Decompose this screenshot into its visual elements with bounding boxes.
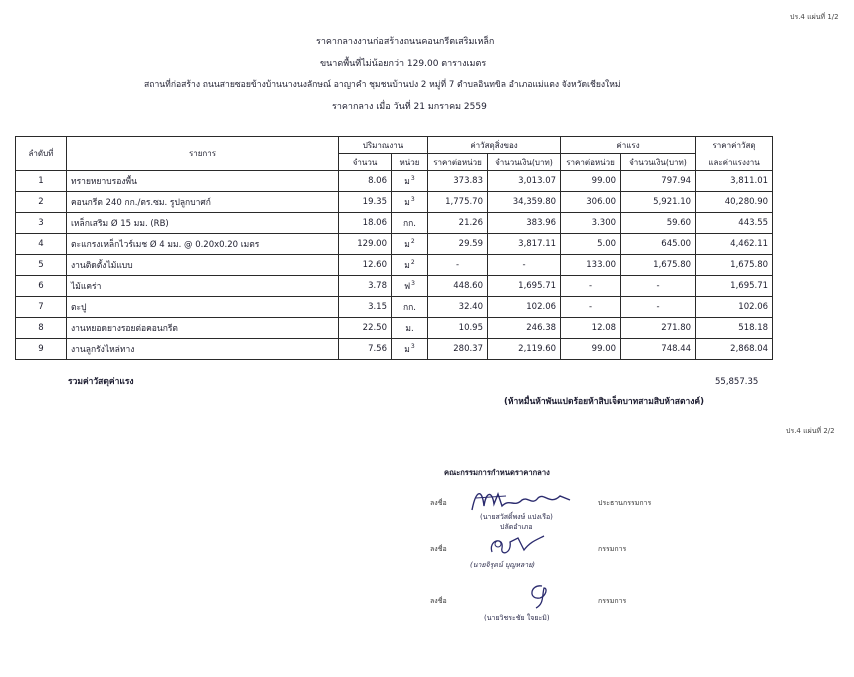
table-row	[16, 297, 773, 318]
table-row	[16, 276, 773, 297]
signer-3-sign-label: ลงชื่อ	[430, 597, 447, 605]
header-qty: จำนวน	[339, 154, 392, 171]
row-item: ไม้แคร่า	[67, 276, 339, 297]
row-total: 518.18	[696, 318, 773, 339]
header-material-group: ค่าวัสดุสิ่งของ	[428, 137, 561, 154]
row-mat-unit-price: 21.26	[428, 213, 488, 234]
row-mat-unit-price: 1,775.70	[428, 192, 488, 213]
row-unit	[392, 171, 428, 192]
table-row	[16, 171, 773, 192]
row-mat-unit-price: 32.40	[428, 297, 488, 318]
row-total: 102.06	[696, 297, 773, 318]
row-lab-unit-price: -	[561, 297, 621, 318]
signer-2-printed-name: (นายจิรุตน์ บุญหลาย)	[470, 561, 536, 569]
row-lab-amount: 645.00	[621, 234, 696, 255]
row-mat-amount: 2,119.60	[488, 339, 561, 360]
row-lab-amount: -	[621, 276, 696, 297]
row-unit-text: ม	[404, 198, 410, 208]
row-mat-amount: 246.38	[488, 318, 561, 339]
row-no: 1	[16, 171, 67, 192]
header-lab-amount: จำนวนเงิน(บาท)	[621, 154, 696, 171]
header-item: รายการ	[67, 137, 339, 171]
row-unit	[392, 192, 428, 213]
row-unit	[392, 255, 428, 276]
row-unit-exponent: 3	[411, 280, 415, 288]
header-unit: หน่วย	[392, 154, 428, 171]
page-number-2: ปร.4 แผ่นที่ 2/2	[786, 427, 835, 435]
row-lab-amount: 5,921.10	[621, 192, 696, 213]
row-mat-amount: 102.06	[488, 297, 561, 318]
row-total: 40,280.90	[696, 192, 773, 213]
grand-total-words: (ห้าหมื่นห้าพันแปดร้อยห้าสิบเจ็ดบาทสามสิบห้าสตางค์)	[504, 397, 704, 407]
row-unit-text: ม.	[405, 324, 414, 334]
row-qty: 8.06	[339, 171, 392, 192]
row-qty: 3.15	[339, 297, 392, 318]
row-unit-text: ม	[404, 240, 410, 250]
header-total-line1: ราคาค่าวัสดุ	[712, 140, 756, 150]
row-item: งานติดตั้งไม้แบบ	[67, 255, 339, 276]
row-mat-unit-price: 29.59	[428, 234, 488, 255]
area-line: ขนาดพื้นที่ไม่น้อยกว่า 129.00 ตารางเมตร	[320, 59, 487, 69]
row-unit-exponent: 3	[410, 343, 415, 351]
row-qty: 7.56	[339, 339, 392, 360]
row-item: งานหยอดยางรอยต่อคอนกรีต	[67, 318, 339, 339]
signer-3-role: กรรมการ	[598, 597, 627, 605]
row-lab-amount: 748.44	[621, 339, 696, 360]
header-quantity-group: ปริมาณงาน	[339, 137, 428, 154]
signer-1-position: ปลัดอำเภอ	[500, 523, 533, 531]
location-line: สถานที่ก่อสร้าง ถนนสายซอยข้างบ้านนางนงลักษณ์ อาญาคำ ชุมชนบ้านปง 2 หมู่ที่ 7 ตำบลอินทขิล อำเภอแม่แตง จังหวัดเชียงใหม่	[144, 80, 621, 90]
row-total: 1,695.71	[696, 276, 773, 297]
header-mat-amount: จำนวนเงิน(บาท)	[488, 154, 561, 171]
signer-1-printed-name: (นายสวัสดิ์พงษ์ แปงเรือ)	[480, 513, 553, 521]
row-qty: 12.60	[339, 255, 392, 276]
page-number: ปร.4 แผ่นที่ 1/2	[790, 13, 839, 21]
row-unit	[392, 234, 428, 255]
row-lab-unit-price: 306.00	[561, 192, 621, 213]
row-qty: 22.50	[339, 318, 392, 339]
row-lab-unit-price: 99.00	[561, 339, 621, 360]
row-unit-text: กก.	[403, 219, 416, 229]
row-lab-amount: 271.80	[621, 318, 696, 339]
header-total	[696, 137, 773, 171]
row-item: ทรายหยาบรองพื้น	[67, 171, 339, 192]
row-mat-unit-price: 280.37	[428, 339, 488, 360]
row-qty: 129.00	[339, 234, 392, 255]
signer-3-printed-name: (นายวิชระชัย ใจยะมิ)	[484, 614, 550, 622]
row-lab-unit-price: 133.00	[561, 255, 621, 276]
row-unit-text: ม	[404, 345, 410, 355]
row-unit	[392, 276, 428, 297]
row-total: 1,675.80	[696, 255, 773, 276]
row-total: 4,462.11	[696, 234, 773, 255]
header-no: ลำดับที่	[16, 137, 67, 171]
row-lab-unit-price: 99.00	[561, 171, 621, 192]
row-unit-text: ม	[404, 261, 410, 271]
bill-of-quantities-table	[15, 136, 773, 360]
signature-2-icon	[484, 532, 554, 562]
row-unit	[392, 213, 428, 234]
row-lab-amount: 1,675.80	[621, 255, 696, 276]
row-unit-exponent: 3	[410, 196, 415, 204]
row-no: 8	[16, 318, 67, 339]
header-mat-unit-price: ราคาต่อหน่วย	[428, 154, 488, 171]
row-unit-text: ฟ	[404, 282, 411, 292]
row-no: 6	[16, 276, 67, 297]
header-total-line2: และค่าแรงงาน	[708, 157, 760, 167]
row-mat-amount: 383.96	[488, 213, 561, 234]
row-qty: 3.78	[339, 276, 392, 297]
row-unit-exponent: 2	[410, 259, 415, 267]
document-title: ราคากลางงานก่อสร้างถนนคอนกรีตเสริมเหล็ก	[316, 37, 495, 47]
row-mat-amount: 34,359.80	[488, 192, 561, 213]
row-mat-unit-price: 10.95	[428, 318, 488, 339]
table-row	[16, 318, 773, 339]
row-unit	[392, 318, 428, 339]
header-lab-unit-price: ราคาต่อหน่วย	[561, 154, 621, 171]
header-labor-group: ค่าแรง	[561, 137, 696, 154]
row-item: เหล็กเสริม Ø 15 มม. (RB)	[67, 213, 339, 234]
price-date-line: ราคากลาง เมื่อ วันที่ 21 มกราคม 2559	[332, 102, 487, 112]
signer-2-role: กรรมการ	[598, 545, 627, 553]
row-unit-text: ม	[404, 177, 410, 187]
row-mat-amount: 3,013.07	[488, 171, 561, 192]
row-mat-amount: 3,817.11	[488, 234, 561, 255]
row-no: 3	[16, 213, 67, 234]
row-no: 9	[16, 339, 67, 360]
signer-2-sign-label: ลงชื่อ	[430, 545, 447, 553]
row-lab-amount: 59.60	[621, 213, 696, 234]
row-total: 2,868.04	[696, 339, 773, 360]
row-unit	[392, 297, 428, 318]
row-unit	[392, 339, 428, 360]
row-lab-amount: -	[621, 297, 696, 318]
row-item: คอนกรีต 240 กก./ตร.ซม. รูปลูกบาศก์	[67, 192, 339, 213]
row-unit-text: กก.	[403, 303, 416, 313]
row-mat-unit-price: 373.83	[428, 171, 488, 192]
row-unit-exponent: 2	[410, 238, 415, 246]
row-mat-unit-price: -	[428, 255, 488, 276]
row-qty: 18.06	[339, 213, 392, 234]
signer-1-role: ประธานกรรมการ	[598, 499, 652, 507]
row-mat-amount: 1,695.71	[488, 276, 561, 297]
table-row	[16, 192, 773, 213]
row-mat-amount: -	[488, 255, 561, 276]
signature-3-icon	[520, 582, 560, 612]
row-total: 3,811.01	[696, 171, 773, 192]
row-lab-unit-price: 5.00	[561, 234, 621, 255]
table-row	[16, 339, 773, 360]
row-qty: 19.35	[339, 192, 392, 213]
row-no: 5	[16, 255, 67, 276]
row-no: 2	[16, 192, 67, 213]
row-no: 7	[16, 297, 67, 318]
grand-total-label: รวมค่าวัสดุค่าแรง	[68, 377, 134, 387]
row-lab-unit-price: 3.300	[561, 213, 621, 234]
row-lab-unit-price: -	[561, 276, 621, 297]
row-total: 443.55	[696, 213, 773, 234]
row-item: ตะแกรงเหล็กไวร์เมช Ø 4 มม. @ 0.20x0.20 เมตร	[67, 234, 339, 255]
row-lab-unit-price: 12.08	[561, 318, 621, 339]
signer-1-sign-label: ลงชื่อ	[430, 499, 447, 507]
table-row	[16, 234, 773, 255]
row-no: 4	[16, 234, 67, 255]
table-row	[16, 255, 773, 276]
row-lab-amount: 797.94	[621, 171, 696, 192]
grand-total-value: 55,857.35	[715, 377, 759, 387]
row-item: งานลูกรังไหล่ทาง	[67, 339, 339, 360]
row-unit-exponent: 3	[410, 175, 415, 183]
committee-title: คณะกรรมการกำหนดราคากลาง	[444, 468, 550, 477]
row-item: ตะปู	[67, 297, 339, 318]
row-mat-unit-price: 448.60	[428, 276, 488, 297]
table-row	[16, 213, 773, 234]
